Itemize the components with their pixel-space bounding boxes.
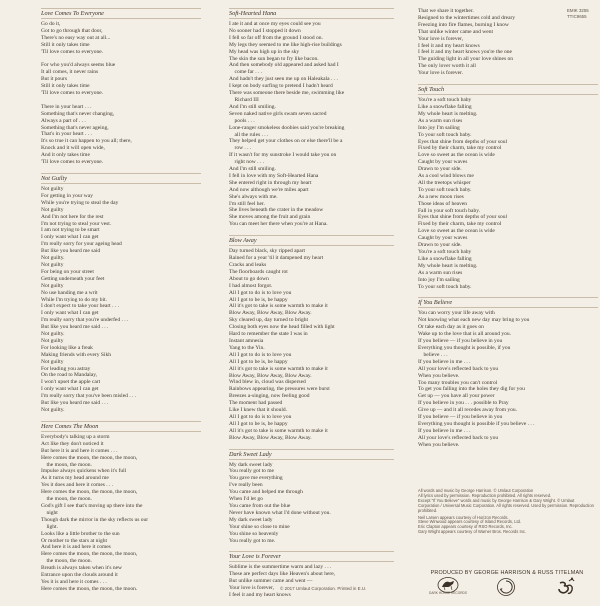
lyric-line: You can meet her there when you're at Hana. — [229, 221, 328, 228]
lyric-line: Not guilty — [41, 206, 64, 213]
lyric-line: For getting in your way — [41, 192, 93, 199]
lyric-line: believe . . . — [418, 351, 448, 358]
lyric-line: the moon, the moon. — [41, 461, 92, 468]
lyric-line: For being on your street — [41, 268, 94, 275]
lyric-line: light. — [41, 523, 58, 530]
lyric-line: For leading you astray — [41, 365, 91, 372]
lyric-line: On the road to Mandalay, — [41, 372, 98, 379]
lyric-line: I only want what I can get — [41, 386, 99, 393]
lyric-line: For who you'd always seems blue — [41, 62, 116, 69]
lyric-line: Fall in your soft touch baby. — [418, 207, 480, 214]
lyric-line: Still it only takes time — [41, 83, 90, 90]
song-title: Love Comes To Everyone — [41, 8, 201, 19]
lyric-line: But unlike summer came and went — — [229, 578, 313, 585]
lyric-line: Everybody's talking up a storm — [41, 433, 110, 440]
lyric-line: Eyes that shine from depths of your soul — [418, 138, 508, 145]
lyric-line: Yes it is and here it comes . . . — [41, 578, 107, 585]
lyric-lines — [229, 248, 394, 441]
lyric-lines — [41, 21, 201, 166]
lyric-line: You gave me everything — [229, 475, 283, 482]
lyric-line: Drawn to your side. — [418, 242, 462, 249]
lyric-line: I won't upset the apple cart — [41, 379, 101, 386]
lyric-line: Like a snowflake falling — [418, 103, 472, 110]
lyric-line: As a warm sun rises — [418, 269, 463, 276]
lyric-line: Not guilty — [41, 282, 64, 289]
credit-line: Neil Larsen appears courtesy of Horizon Records. — [418, 514, 509, 520]
lyric-lines — [229, 564, 394, 599]
lyric-line: pools . . . — [229, 117, 255, 124]
lyric-line: I only want what I can get — [41, 310, 99, 317]
lyric-line: All it's got to take is some warmth to make it — [229, 303, 328, 310]
lyric-line: I feel it and my heart knows you're the one — [418, 49, 513, 56]
dark-horse-label-text: DARK HORSE RECORDS — [429, 591, 467, 595]
song-section — [229, 551, 394, 599]
lyric-line: Here comes the moon, the moon, the moon, — [41, 489, 138, 496]
lyric-line: She's always with me. — [229, 193, 278, 200]
lyric-line: As a warm sun rises — [418, 117, 463, 124]
lyric-line: No use handing me a writ — [41, 289, 98, 296]
lyric-line: These are perfect days like Heaven's about here, — [229, 571, 336, 578]
lyric-line: When I'd let go — [229, 496, 263, 503]
lyric-line: My whole heart is melting. — [418, 262, 478, 269]
lyric-line: Though dark the mirror in the sky reflects us our — [41, 516, 149, 523]
lyric-line: As a cool wind blows me — [418, 173, 474, 180]
lyric-line: 'Til love comes to everyone. — [41, 159, 104, 166]
lyric-line: And then somebody old appeared and asked had I — [229, 62, 339, 69]
lyric-line: I had almost forgot. — [229, 282, 273, 289]
lyric-line: Freezing into fire flames, burning I know — [418, 21, 509, 28]
lyric-line: All I got to be is, be happy — [229, 296, 288, 303]
lyric-line: All I got to be is, be happy — [229, 358, 288, 365]
lyric-line: row . . . — [229, 145, 252, 152]
lyric-line: 'Til love comes to everyone. — [41, 90, 104, 97]
lyric-line: Your love is forever, — [229, 585, 275, 592]
lyric-line: And I'm still smiling. — [229, 166, 276, 173]
lyric-line: Looks like a little brother to the sun — [41, 530, 120, 537]
lyric-line: Never have known what I'd done without you. — [229, 509, 331, 516]
lyric-line: Sky cleared up, day turned to bright — [229, 317, 308, 324]
lyrics-column-3 — [418, 8, 598, 456]
lyric-line: My legs they seemed to me like high-rise buildings — [229, 41, 342, 48]
lyric-line: Too many troubles you can't control — [418, 379, 498, 386]
lyric-line: Yang to the Yin. — [229, 344, 265, 351]
lyric-line: Something that's never changing, — [41, 110, 115, 117]
lyric-line: 'Til love comes to everyone. — [41, 48, 104, 55]
lyric-line: Richard III — [229, 96, 259, 103]
lyric-line: Blow Away, Blow Away, Blow Away. — [229, 434, 312, 441]
lyric-line: And here it is and here it comes — [41, 544, 111, 551]
credit-line: Eric Clapton appears courtesy of RSO Records, Inc. — [418, 524, 513, 530]
song-section — [41, 421, 201, 593]
lyric-line: If you believe in you . . . possible to Pray — [418, 400, 509, 407]
lyric-line: She entered right in through my heart — [229, 179, 312, 186]
lyric-line: And now although we're miles apart — [229, 186, 309, 193]
om-symbol-icon — [554, 575, 578, 599]
lyric-line: My head was high up in the sky — [229, 48, 300, 55]
credit-line: Except "If You Believe" words and music by George Harrison & Gary Wright. © Umlaut Corporation / Universal Music Corporation. All rights reserved. Used by permission. Reproduction prohibited. — [418, 497, 594, 513]
credit-line: All lyrics used by permission. Reproduction prohibited. All rights reserved. — [418, 492, 552, 498]
lyric-line: Your love is forever, — [418, 35, 464, 42]
lyric-line: All it's got to take is some warmth to make it — [229, 427, 328, 434]
lyric-line: And I'm still smiling. — [229, 103, 276, 110]
lyric-line: Day turned black, sky ripped apart — [229, 248, 306, 255]
lyric-line: Here comes the moon, the moon, the moon, — [41, 454, 138, 461]
lyric-line: But like you heard me said — [41, 248, 101, 255]
lyric-line: Here comes the moon, the moon, the moon, — [41, 551, 138, 558]
lyric-line: Getting underneath your feet — [41, 275, 105, 282]
lyric-line: But like you heard me said . . . — [41, 400, 109, 407]
copyright-notice: © 2017 Umlaut Corporation. Printed in E.U. — [280, 586, 367, 591]
lyric-line: Not guilty — [41, 358, 64, 365]
lyric-line: Your love is forever. — [418, 70, 463, 77]
lyric-line: I feel it and my heart knows — [229, 592, 291, 599]
lyric-line: All I got to do is to love you — [229, 413, 292, 420]
lyric-line: If it wasn't for my sunstroke I would take you on — [229, 152, 337, 159]
lyric-line: They helped get your clothes on or else there'll be a — [229, 138, 343, 145]
recycle-logo-icon — [496, 577, 516, 597]
lyric-line: Fixed by their charm, take my control — [418, 221, 502, 228]
lyric-line: And hadn't they just seen me up on Haleakala . . . — [229, 76, 338, 83]
lyric-line: All I got to do is to love you — [229, 289, 292, 296]
lyric-line: Love so sweet as the ocean is wide — [418, 152, 495, 159]
lyric-line: You're a soft touch baby — [418, 97, 472, 104]
song-title: If You Believe — [418, 297, 598, 308]
catalog-number: EMIK 3255 — [567, 8, 589, 13]
lyric-line: Drawn to your side. — [418, 166, 462, 173]
lyric-line: Still it only takes time — [41, 41, 90, 48]
song-title: Blow Away — [229, 235, 394, 246]
lyric-line: Seven naked native girls swam seven sacred — [229, 110, 327, 117]
lyrics-column-1 — [41, 8, 201, 600]
lyric-line: Instant amnesia — [229, 337, 264, 344]
lyric-line: Everything you thought is possible if you believe . . . — [418, 420, 535, 427]
lyric-line: And I'm not here for the rest — [41, 213, 104, 220]
lyric-line: Caught by your waves — [418, 159, 468, 166]
song-section — [229, 449, 394, 545]
lyric-line: Not guilty — [41, 337, 64, 344]
lyric-line: the moon, the moon. — [41, 558, 92, 565]
lyric-line: I am not trying to be smart — [41, 227, 100, 234]
lyric-line: Like I knew that it should. — [229, 407, 288, 414]
lyric-line: You really got to me — [229, 468, 274, 475]
lyric-line: Or mother to the stars at night — [41, 537, 107, 544]
lyric-line: Act like they don't noticed it — [41, 440, 104, 447]
lyric-line: All I got to do is to love you — [229, 351, 292, 358]
lyric-lines — [41, 186, 201, 414]
credit-line: Steve Winwood appears courtesy of Island Records, Ltd. — [418, 519, 522, 525]
lyric-line: You really got to me. — [229, 537, 276, 544]
lyric-line: All it's got to take is some warmth to make it — [229, 365, 328, 372]
lyric-line: I fell in love with my Soft-Hearted Hana — [229, 172, 319, 179]
lyric-line: Breath is always taken when it's new — [41, 565, 123, 572]
lyrics-column-2 — [229, 8, 394, 606]
lyric-line: That unlike winter came and went — [418, 28, 493, 35]
credit-line: Gary Wright appears courtesy of Warner Bros. Records Inc. — [418, 529, 527, 535]
credits-block — [418, 489, 596, 535]
producer-credit: PRODUCED BY GEORGE HARRISON & RUSS TITELMAN — [430, 570, 584, 576]
lyric-line: No sooner had I stopped it down — [229, 27, 301, 34]
lyric-line: Got to go through that door, — [41, 27, 103, 34]
lyric-line: Blow Away, Blow Away, Blow Away. — [229, 372, 312, 379]
lyric-line: Not guilty — [41, 186, 64, 192]
song-section — [229, 235, 394, 441]
lyric-line: The floorboards caught rot — [229, 268, 288, 275]
lyric-line: If you believe in me . . . — [418, 358, 471, 365]
lyric-line: Breezes a-singing, now feeling good — [229, 393, 310, 400]
lyric-line: When you believe. — [418, 372, 460, 379]
lyric-line: You can worry your life away with — [418, 310, 495, 317]
lyric-line: Hard to remember the state I was in — [229, 331, 308, 338]
lyric-line: You shine so heavenly — [229, 530, 279, 537]
lyric-line: But here it is and here it comes . . . — [41, 447, 118, 454]
lyric-line: The guiding light in all your love shines on — [418, 56, 514, 63]
lyric-line: Love so sweet as the ocean is wide — [418, 228, 495, 235]
lyric-line: There's no easy way out at all... — [41, 34, 111, 41]
lyric-line: Wind blew in, cloud was dispersed — [229, 379, 306, 386]
lyric-line: Knock and it will open wide, — [41, 145, 105, 152]
lyric-line: But it pours — [41, 76, 67, 83]
lyric-line: Fixed by their charm, take my control — [418, 145, 502, 152]
lyric-line: The moment had passed — [229, 400, 283, 407]
lyric-line: Not guilty. — [41, 407, 65, 413]
lyric-line: She moves among the fruit and grain — [229, 214, 311, 221]
lyric-line: Rainbows appearing, the pressures were burst — [229, 386, 330, 393]
lyric-line: There in your heart . . . — [41, 103, 92, 110]
lyric-line: To your soft touch baby. — [418, 131, 472, 138]
lyric-line: Always a part of . . . — [41, 117, 86, 124]
lyric-line: If you believe — if you believe in you — [418, 338, 503, 345]
lyric-line: Your shine so close to mine — [229, 523, 290, 530]
lyric-line: Not guilty. — [41, 255, 65, 262]
lyric-line: To get you falling into the holes they dig for you — [418, 386, 525, 393]
lyric-line: My dark sweet lady — [229, 461, 273, 468]
lyric-line: Blow Away, Blow Away, Blow Away. — [229, 310, 312, 317]
lyric-line: And it only takes time — [41, 152, 90, 159]
lyric-line — [41, 97, 201, 104]
song-title: Here Comes The Moon — [41, 421, 201, 432]
lyric-line: But like you heard me said . . . — [41, 324, 109, 331]
lyric-lines — [229, 462, 394, 545]
lyric-line: Impulse always quickens when it's full — [41, 468, 127, 475]
lyric-line: Everything you thought is possible, if you — [418, 344, 511, 351]
lyric-line: All the treetops whisper — [418, 179, 471, 186]
lyric-line: I'm really sorry that you've been misled . . . — [41, 393, 137, 400]
lyric-line: As it turns my head around me — [41, 475, 109, 482]
lyric-line: The skin the sun began to fry like bacon. — [229, 55, 319, 62]
lyric-line: right now . . . — [229, 159, 264, 166]
catalog-numbers — [567, 8, 597, 19]
lyric-line: Caught by your waves — [418, 235, 468, 242]
song-title: Dark Sweet Lady — [229, 449, 394, 460]
song-section — [418, 297, 598, 448]
song-title: Your Love is Forever — [229, 551, 394, 562]
lyric-line: That's in your heart . . . — [41, 131, 92, 138]
lyric-line: I feel it and my heart knows — [418, 42, 480, 49]
lyric-line: I don't expect to take your heart . . . — [41, 303, 119, 310]
lyric-line: Cracks and leaks — [229, 262, 267, 268]
lyric-line: If you believe — if you believe in you — [418, 414, 503, 421]
lyric-line: Like a snowflake falling — [418, 255, 472, 262]
song-title: Soft-Hearted Hana — [229, 8, 394, 19]
lyric-line: Not guilty — [41, 261, 64, 268]
lyric-line: It all comes, it never rains — [41, 69, 99, 76]
song-section — [418, 84, 598, 290]
lyric-line: It's so true it can happen to you all; there, — [41, 138, 132, 145]
lyric-line: I'm really sorry for your ageing head — [41, 241, 122, 248]
lyric-line: Lone-ranger smokeless doobies said you're breaking — [229, 124, 345, 131]
lyric-line: Give up — and it all recedes away from you. — [418, 407, 517, 414]
lyric-line: As a new moon rises — [418, 193, 464, 200]
song-section — [229, 8, 394, 228]
lyric-line: About to go down — [229, 275, 269, 282]
lyric-line: While I'm trying to do my bit. — [41, 296, 107, 303]
lyric-line: While you're trying to steal the day — [41, 199, 119, 206]
lyric-line: Something that's never ageing, — [41, 124, 109, 131]
lyric-line: To your soft touch baby. — [418, 186, 472, 193]
lyric-line: Into joy I'm sailing — [418, 276, 460, 283]
dark-horse-logo-icon — [436, 575, 460, 599]
lyric-line — [41, 56, 201, 63]
lyric-line: Go do it, — [41, 21, 61, 27]
lyric-line: God's gift I see that's moving up there into the — [41, 502, 143, 509]
lyric-lines — [229, 21, 394, 228]
lyric-line: All your love's reflected back to you — [418, 365, 499, 372]
lyric-line: Not guilty. — [41, 331, 65, 338]
lyric-line: Those ideas of heaven — [418, 200, 468, 207]
lyric-line: To your soft touch baby. — [418, 283, 472, 290]
lyric-line: Yes it does and here it comes . . . — [41, 482, 114, 489]
lyric-line: Entrance upon the clouds around it — [41, 572, 118, 579]
lyric-line: There was someone there beside me, swimming like — [229, 90, 345, 97]
lyric-line: all the rules . . . — [229, 131, 269, 138]
lyric-line: I ate it and at once my eyes could see you — [229, 21, 321, 27]
lyric-line: The only lover worth it all — [418, 63, 476, 70]
lyric-line: I only want what I can get — [41, 234, 99, 241]
lyric-line: When you believe. — [418, 441, 460, 448]
lyric-line: My whole heart is melting. — [418, 110, 478, 117]
lyric-line: I'm really sorry that you're underfed . . . — [41, 317, 129, 324]
lyric-line: Not knowing what each new day may bring to you — [418, 317, 530, 324]
lyric-lines — [418, 97, 598, 290]
lyric-line: My dark sweet lady — [229, 516, 273, 523]
lyric-line: night — [41, 509, 58, 516]
lyric-line: Making friends with every Sikh — [41, 351, 111, 358]
lyric-line: You came and helped me through — [229, 489, 303, 496]
lyric-line: Or take each day as it goes on — [418, 324, 484, 331]
lyric-lines — [41, 434, 201, 593]
lyric-line: Rained for a year 'til it dampened my heart — [229, 255, 324, 262]
lyric-line: Wake up to the love that is all around you. — [418, 331, 512, 338]
song-title: Not Guilty — [41, 173, 201, 184]
lyric-line: Eyes that shine from depths of your soul — [418, 214, 508, 221]
lyric-line: I've really been — [229, 482, 263, 489]
song-section — [41, 173, 201, 414]
lyric-line: Resigned to the wintertimes cold and dreary — [418, 14, 516, 21]
lyric-line: the moon, the moon. — [41, 496, 92, 503]
lyric-line: If you believe in me . . . — [418, 427, 471, 434]
lyric-line: All your love's reflected back to you — [418, 434, 499, 441]
song-title: Soft Touch — [418, 84, 598, 95]
credit-line: All words and music by George Harrison. © Umlaut Corporation — [418, 488, 534, 493]
lyric-line: You're a soft touch baby — [418, 249, 472, 255]
lyric-line: You came from out the blue — [229, 503, 291, 509]
lyric-line: Into joy I'm sailing — [418, 124, 460, 131]
lyric-line: Here comes the moon, the moon, the moon. — [41, 585, 138, 592]
lyric-line: All I got to be is, be happy — [229, 420, 288, 427]
lyric-line: I'm still feel her. — [229, 200, 265, 207]
song-section — [41, 8, 201, 166]
lyric-line: Sublime is the summertime warm and lazy . . . — [229, 564, 332, 571]
lyric-line: For looking like a freak — [41, 344, 93, 351]
lyric-line: come far . . . — [229, 69, 263, 76]
lyric-line: She lives beneath the crater in the meadow — [229, 207, 324, 214]
lyric-line: I kept on body surfing to pretend I hadn't heard — [229, 83, 333, 90]
lyric-line: I'm not trying to steal your vest. — [41, 220, 112, 227]
label-logos — [418, 575, 596, 599]
lyric-line: That we share it together. — [418, 8, 474, 14]
lyric-line: Closing both eyes now the head filled with light — [229, 324, 335, 331]
lyric-line: Get up — you have all your power — [418, 393, 495, 400]
lyric-lines — [418, 310, 598, 448]
lyric-line: I fell so far off from the ground I stood on. — [229, 34, 323, 41]
catalog-number: TTIC9655 — [567, 13, 587, 19]
